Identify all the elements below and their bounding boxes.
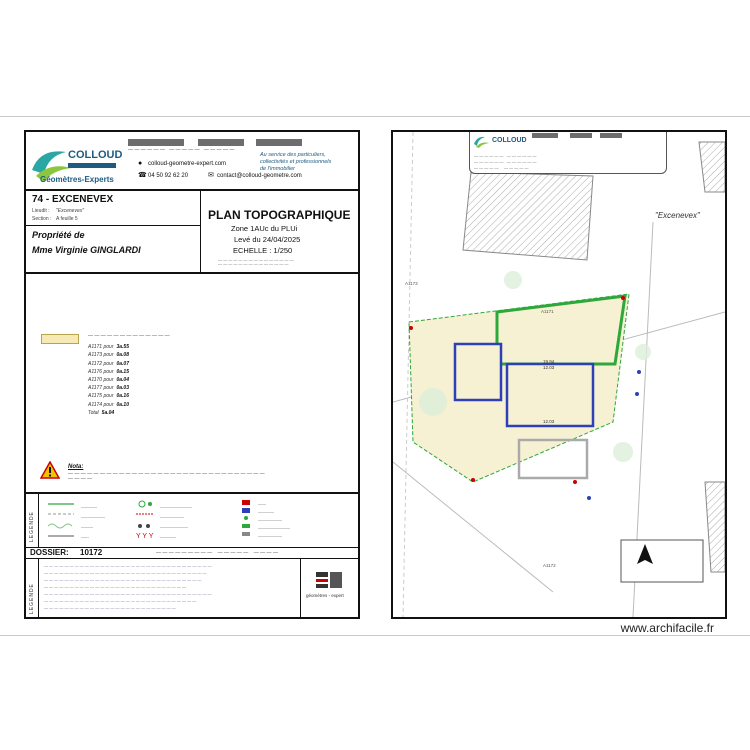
map-office-tab-2 [570,133,592,138]
company-slogan [260,152,356,173]
section-value: A feuille 5 [56,216,78,222]
plot-label-3: 12.03 [543,419,555,424]
parcel-area: 0a.03 [116,385,129,392]
title-bottom-rule [26,272,358,274]
map-cartouche-text: — — — — — — — — — — — — — — — — — — — — — — — — — — — — — — — — — — [474,153,537,170]
map-office-tab-3 [600,133,622,138]
swatch-caption: — — — — — — — — — — — — — [88,333,170,339]
office-tab-1 [128,139,184,146]
plot-label-1: 19.94 [543,359,555,364]
parcel-ref: A1172 pour [88,360,114,367]
parcel-code-1: A1171 [541,309,554,314]
parcel-area: 0a.15 [116,368,129,375]
note-body: — — — — — — — — — — — — — — — — — — — — — — — — — — — — — — — — — — — [68,471,265,482]
legend2-left-rule [38,559,39,617]
parcel-ref: A1171 pour [88,344,114,351]
company-subtitle: Géomètres-Experts [40,175,114,184]
map-company-name: COLLOUD [492,137,527,144]
company-phone: 04 50 92 62 20 [148,173,189,179]
office-addresses: — — — — — — — — — — — — — — — — [128,147,235,153]
parcel-code-2: A1173 [405,281,418,286]
legend-text-col-3: —— ———— —————— ———————— —————— [258,501,290,538]
parcel-area: 3a.55 [116,344,129,351]
footer-brand-logo [316,572,342,593]
parcel-ref: A1175 pour [88,393,114,400]
parcel-row [88,352,129,358]
plan-date: Levé du 24/04/2025 [234,235,301,244]
legend-left-rule [38,494,39,547]
left-sheet [24,130,360,619]
dossier-bottom-rule [26,558,358,559]
geometre-expert-icon [316,572,342,588]
parcel-area: 0a.08 [116,352,129,359]
parcel-row [88,402,129,408]
plan-scale: ECHELLE : 1/250 [233,246,293,255]
parcel-area: 5a.04 [101,409,115,416]
lieu-dit-label: Lieudit : [32,208,50,214]
legend-vertical-label-2: LEGENDE [29,583,35,614]
parcel-ref: A1174 pour [88,401,114,408]
slogan-line-1: Au service des particuliers, [260,152,326,158]
phone-icon: ☎ [138,172,147,179]
slogan-line-2: collectivités et professionnels [260,159,332,165]
parcel-row [88,393,129,399]
top-divider-line [0,116,750,117]
parcel-ref: A1177 pour [88,385,114,392]
mini-logo-icon [473,134,491,148]
plan-title: PLAN TOPOGRAPHIQUE [208,208,351,222]
office-tab-2 [198,139,244,146]
dossier-top-rule [26,547,358,548]
parcel-row [88,361,129,367]
plan-zone: Zone 1AUc du PLUi [231,224,298,233]
parcel-row [88,369,129,375]
footer-legend-text: — — — — — — — — — — — — — — — — — — — — — — — — — — — — — — — — — — — — — — — — — — — — — — — — — — — — — — — — — — — — — — — — — — — — — — — — — — — — — — — — — — — — — — — — — — — — — — — — — — — — — — — — — — — — — — — — — — — — — — — — — — — — — — — — — — — — — — — — — — — — — — — — — — — — — — — — — — — — — — — — — — — — — — — — — — — — — — — — — — — — — — — — — — — — — — — — — — — — — — — — — — — — — — — — — — — — — [44,563,212,610]
parcel-ref: Total [88,409,99,416]
parcel-area: 0a.10 [116,401,129,408]
dossier-label: DOSSIER: [30,548,69,557]
parcel-area: 0a.16 [116,393,129,400]
office-tab-3 [256,139,302,146]
company-email: contact@colloud-geometre.com [217,173,302,179]
parcel-ref: A1176 pour [88,368,114,375]
dossier-details: — — — — — — — — — — — — — — — — — — [156,550,278,556]
slogan-line-3: de l'immobilier [260,166,295,172]
legend-swatch [41,334,79,344]
owner-line-1: Propriété de [32,230,85,240]
footer-brand: géomètres - expert [306,593,344,598]
parcel-ref: A1170 pour [88,377,114,383]
company-website: colloud-geometre-expert.com [148,161,227,167]
legend-vertical-label: LEGENDE [29,511,35,542]
company-name: COLLOUD [68,149,123,161]
parcel-row [88,410,114,416]
dossier-value: 10172 [80,548,103,557]
globe-icon: ● [138,160,143,167]
footer-logo-rule [300,559,301,617]
parcel-code-3: A1172 [543,563,556,568]
owner-rule [26,225,200,226]
map-office-tab-1 [532,133,558,138]
parcel-row [88,377,129,383]
parcel-ref: A1173 pour [88,352,114,359]
warning-icon [40,461,60,484]
legend-text-col-1: ———— —————— ——— —— [81,504,105,539]
company-tagline-box [68,163,116,168]
map-cartouche [469,130,667,174]
parcel-area: 0a.07 [116,360,129,367]
svg-text:Y Y Y: Y Y Y [136,533,154,540]
parcel-row [88,344,129,350]
location-title: 74 - EXCENEVEX [32,194,114,205]
bottom-divider-line [0,635,750,636]
company-logo [30,140,122,186]
topographic-map [393,132,725,617]
map-place-label: "Excenevex" [655,211,700,220]
lieu-dit-value: "Excenevex" [56,208,85,214]
plot-label-2: 12.03 [543,365,555,370]
parcel-area: 0a.04 [116,377,129,383]
title-vertical-rule [200,191,201,272]
plan-notes: — — — — — — — — — — — — — — — — — — — — — — — — — — — — — [218,257,294,266]
legend-top-rule [26,492,358,494]
right-sheet [391,130,727,619]
owner-line-2: Mme Virginie GINGLARDI [32,245,141,255]
parcel-row [88,385,129,391]
section-label: Section : [32,216,52,222]
legend-text-col-2: ———————— —————— ——————— ———— [160,504,192,539]
watermark: www.archifacile.fr [620,621,714,635]
mail-icon: ✉ [208,172,214,179]
note-title: Nota: [68,464,84,470]
header-rule [26,189,358,191]
